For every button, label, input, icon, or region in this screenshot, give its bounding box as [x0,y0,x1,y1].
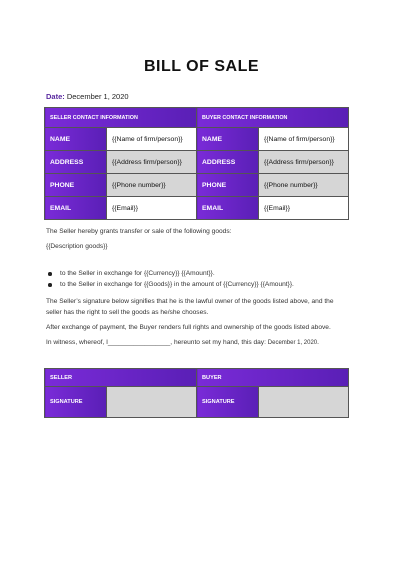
witness-text: In witness, whereof, I_________________, hereunto set my hand, this day: [46,339,268,346]
contact-information-table [44,107,349,220]
contact-row-address [45,151,349,174]
signature-table [44,368,349,418]
date-label: Date: [46,92,65,101]
buyer-email-field[interactable]: {{Email}} [259,197,349,220]
seller-email-label: EMAIL [45,197,107,220]
buyer-signature-header: BUYER [197,369,349,387]
seller-name-field[interactable]: {{Name of firm/person}} [107,128,197,151]
seller-signature-header: SELLER [45,369,197,387]
contact-row-email [45,197,349,220]
seller-name-label: NAME [45,128,107,151]
goods-list [46,268,294,290]
buyer-email-label: EMAIL [197,197,259,220]
seller-contact-header: SELLER CONTACT INFORMATION [45,108,197,128]
signature-paragraph-line-1: The Seller’s signature below signifies that he is the lawful owner of the goods listed above, and the [46,298,334,305]
signature-row [45,387,349,418]
buyer-name-label: NAME [197,128,259,151]
buyer-address-field[interactable]: {{Address firm/person}} [259,151,349,174]
buyer-phone-label: PHONE [197,174,259,197]
buyer-contact-header: BUYER CONTACT INFORMATION [197,108,349,128]
date-line [46,92,129,101]
seller-email-field[interactable]: {{Email}} [107,197,197,220]
contact-row-name [45,128,349,151]
buyer-signature-field[interactable] [259,387,349,418]
seller-phone-label: PHONE [45,174,107,197]
grant-paragraph: The Seller hereby grants transfer or sale of the following goods: [46,228,232,235]
seller-address-field[interactable]: {{Address firm/person}} [107,151,197,174]
signature-header-row [45,369,349,387]
seller-signature-label: SIGNATURE [45,387,107,418]
witness-paragraph [46,337,319,349]
exchange-paragraph: After exchange of payment, the Buyer renders full rights and ownership of the goods listed above. [46,324,331,331]
seller-phone-field[interactable]: {{Phone number}} [107,174,197,197]
witness-end: . [317,339,319,346]
buyer-address-label: ADDRESS [197,151,259,174]
buyer-phone-field[interactable]: {{Phone number}} [259,174,349,197]
list-item: to the Seller in exchange for {{Goods}} in the amount of {{Currency}} {{Amount}}. [46,279,294,290]
seller-address-label: ADDRESS [45,151,107,174]
signature-paragraph-line-2: seller has the right to sell the goods as he/she chooses. [46,309,209,316]
contact-row-phone [45,174,349,197]
document-title: BILL OF SALE [143,58,260,75]
buyer-signature-label: SIGNATURE [197,387,259,418]
buyer-name-field[interactable]: {{Name of firm/person}} [259,128,349,151]
date-value: December 1, 2020 [64,92,129,101]
description-placeholder: {{Description goods}} [46,243,108,250]
seller-signature-field[interactable] [107,387,197,418]
list-item: to the Seller in exchange for {{Currency}} {{Amount}}. [46,268,294,279]
witness-date: December 1, 2020 [267,340,318,346]
contact-header-row [45,108,349,128]
